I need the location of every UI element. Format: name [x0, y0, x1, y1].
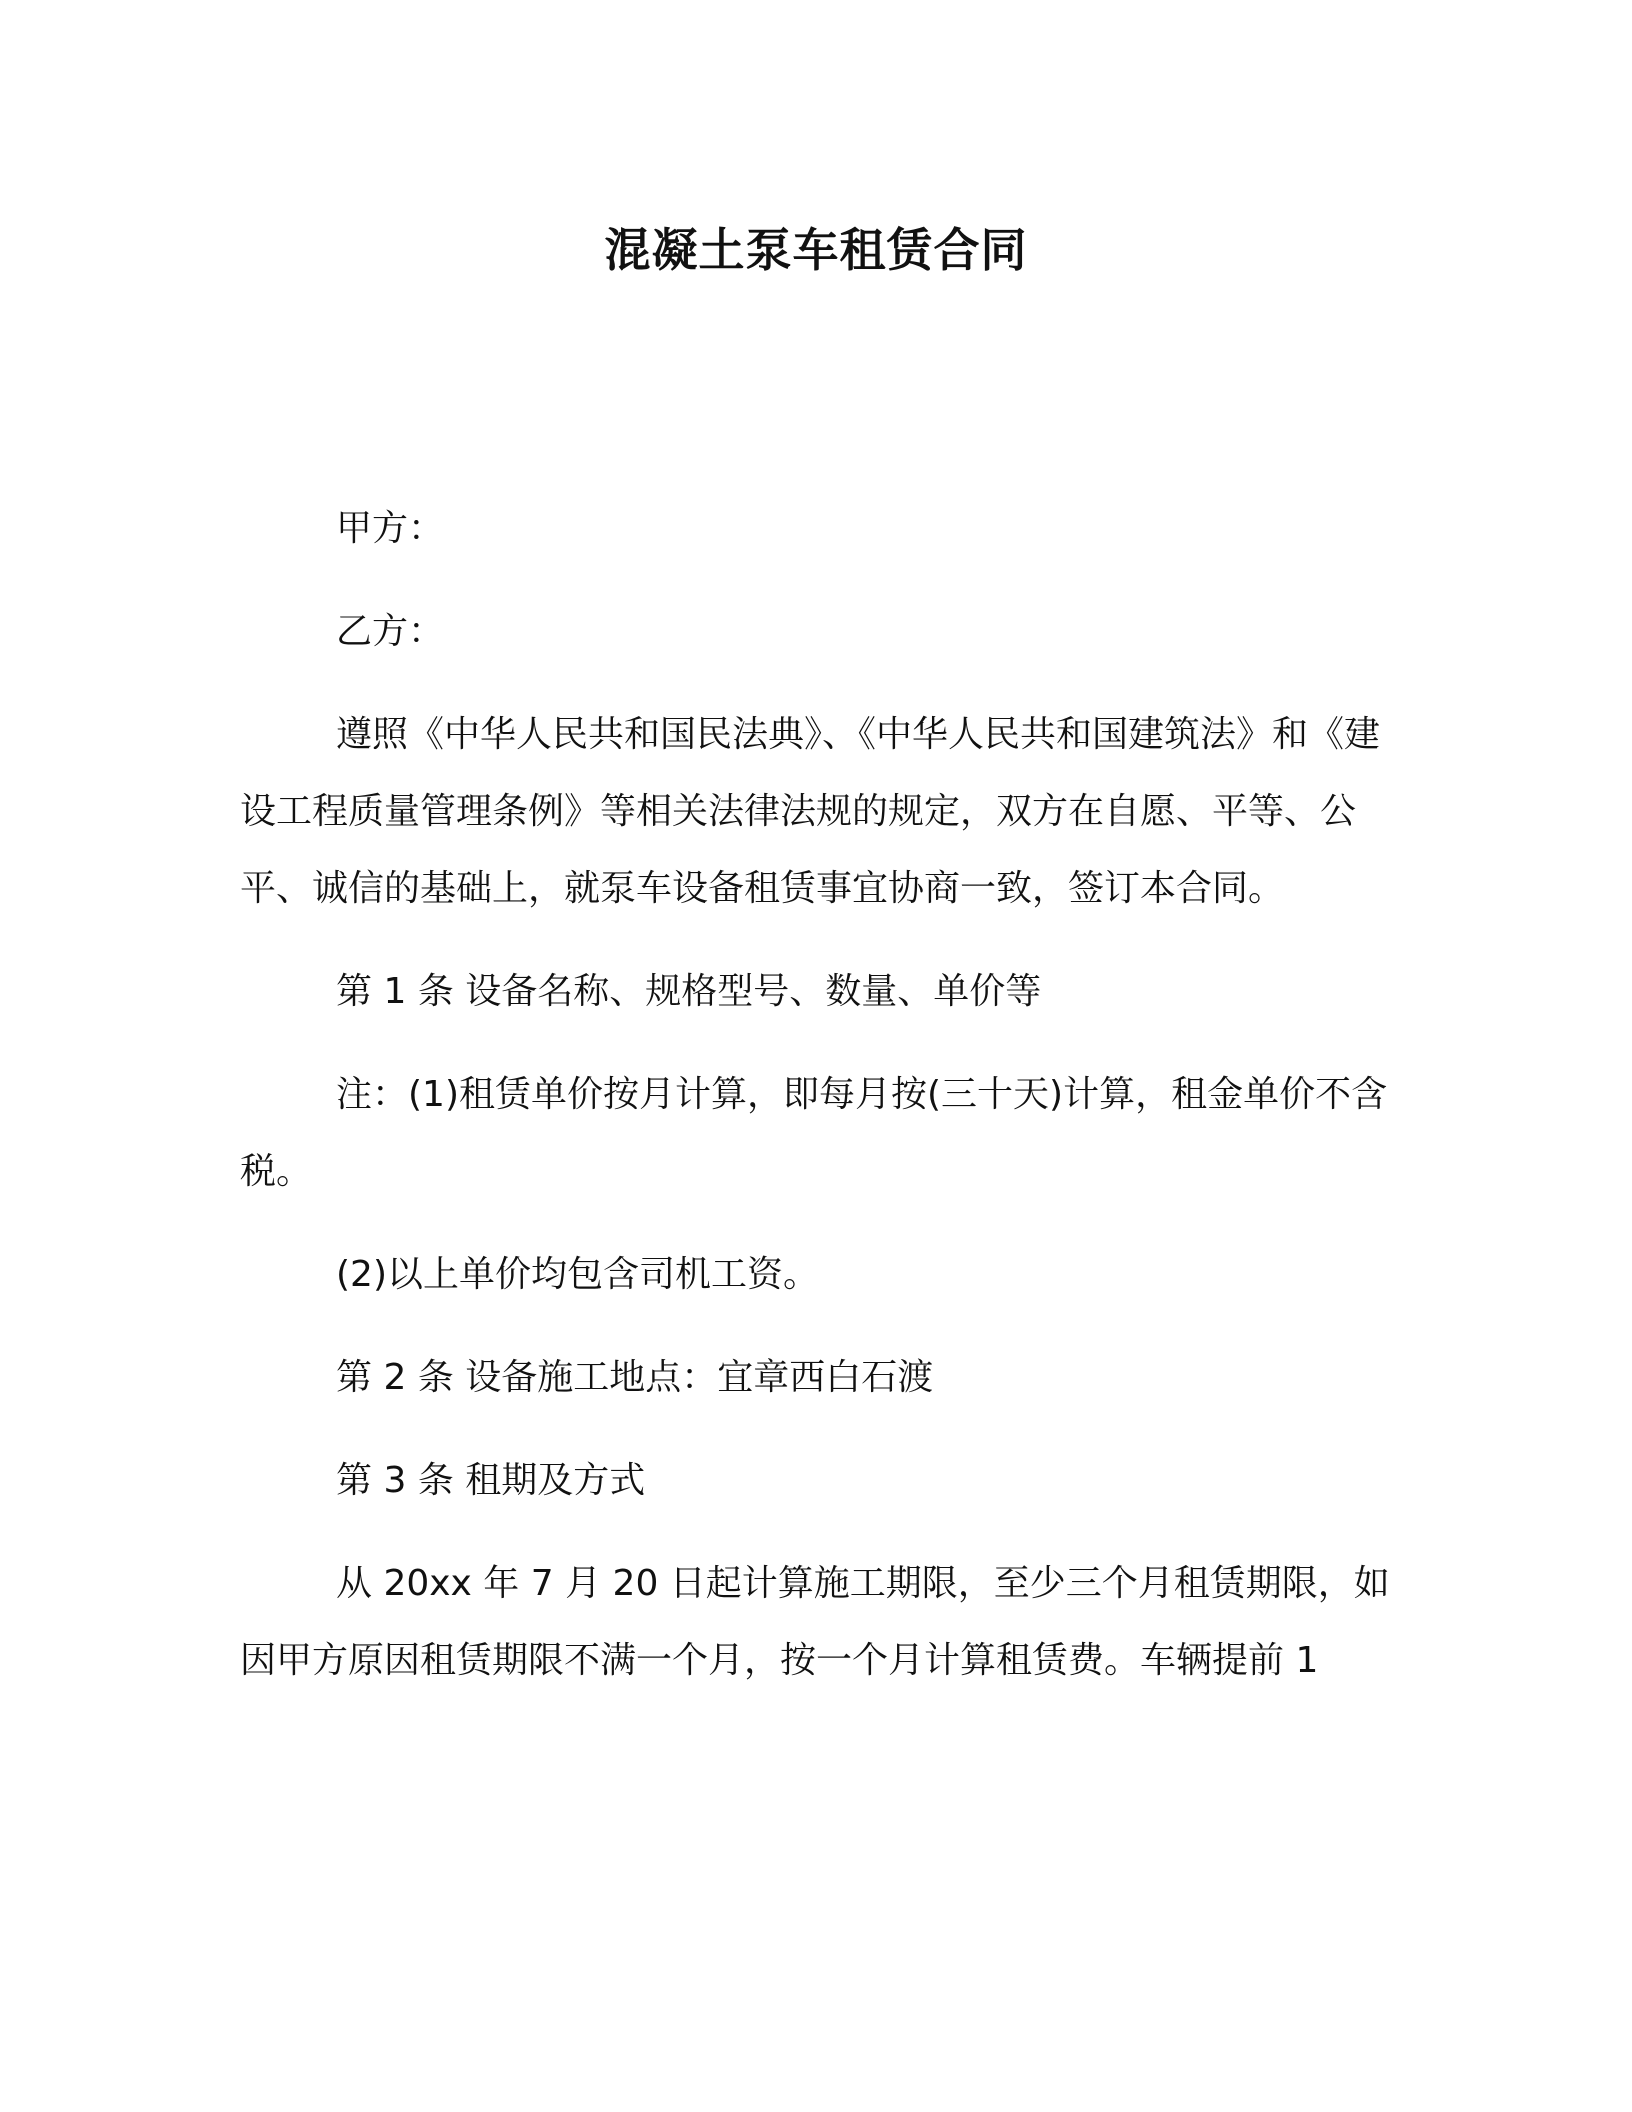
paragraph-gap: [240, 1519, 1395, 1545]
paragraph-gap: [240, 927, 1395, 953]
note-2-paragraph: (2)以上单价均包含司机工资。: [336, 1254, 819, 1295]
party-b-line: 乙方：: [336, 611, 445, 652]
paragraph-gap: [240, 567, 1395, 593]
note-1-paragraph: 注：(1)租赁单价按月计算，即每月按(三十天)计算，租金单价不含税。: [240, 1074, 1388, 1192]
paragraph-gap: [240, 1416, 1395, 1442]
paragraph-gap: [240, 670, 1395, 696]
document-title: 混凝土泵车租赁合同: [604, 223, 1028, 277]
party-a-line: 甲方：: [336, 508, 445, 549]
paragraph-gap: [240, 1030, 1395, 1056]
article-3-heading: 第 3 条 租期及方式: [336, 1460, 646, 1501]
article-3-paragraph: 从 20xx 年 7 月 20 日起计算施工期限，至少三个月租赁期限，如因甲方原因租赁期限不满一个月，按一个月计算租赁费。车辆提前 1: [240, 1563, 1390, 1681]
article-1-heading: 第 1 条 设备名称、规格型号、数量、单价等: [336, 971, 1042, 1012]
paragraph-gap: [240, 1313, 1395, 1339]
article-2-paragraph: 第 2 条 设备施工地点：宜章西白石渡: [336, 1357, 934, 1398]
document-body: [240, 490, 1395, 1699]
paragraph-gap: [240, 1210, 1395, 1236]
preamble-paragraph: 遵照《中华人民共和国民法典》、《中华人民共和国建筑法》和《建设工程质量管理条例》等相关法律法规的规定，双方在自愿、平等、公平、诚信的基础上，就泵车设备租赁事宜协商一致，签订本合同。: [240, 714, 1381, 909]
